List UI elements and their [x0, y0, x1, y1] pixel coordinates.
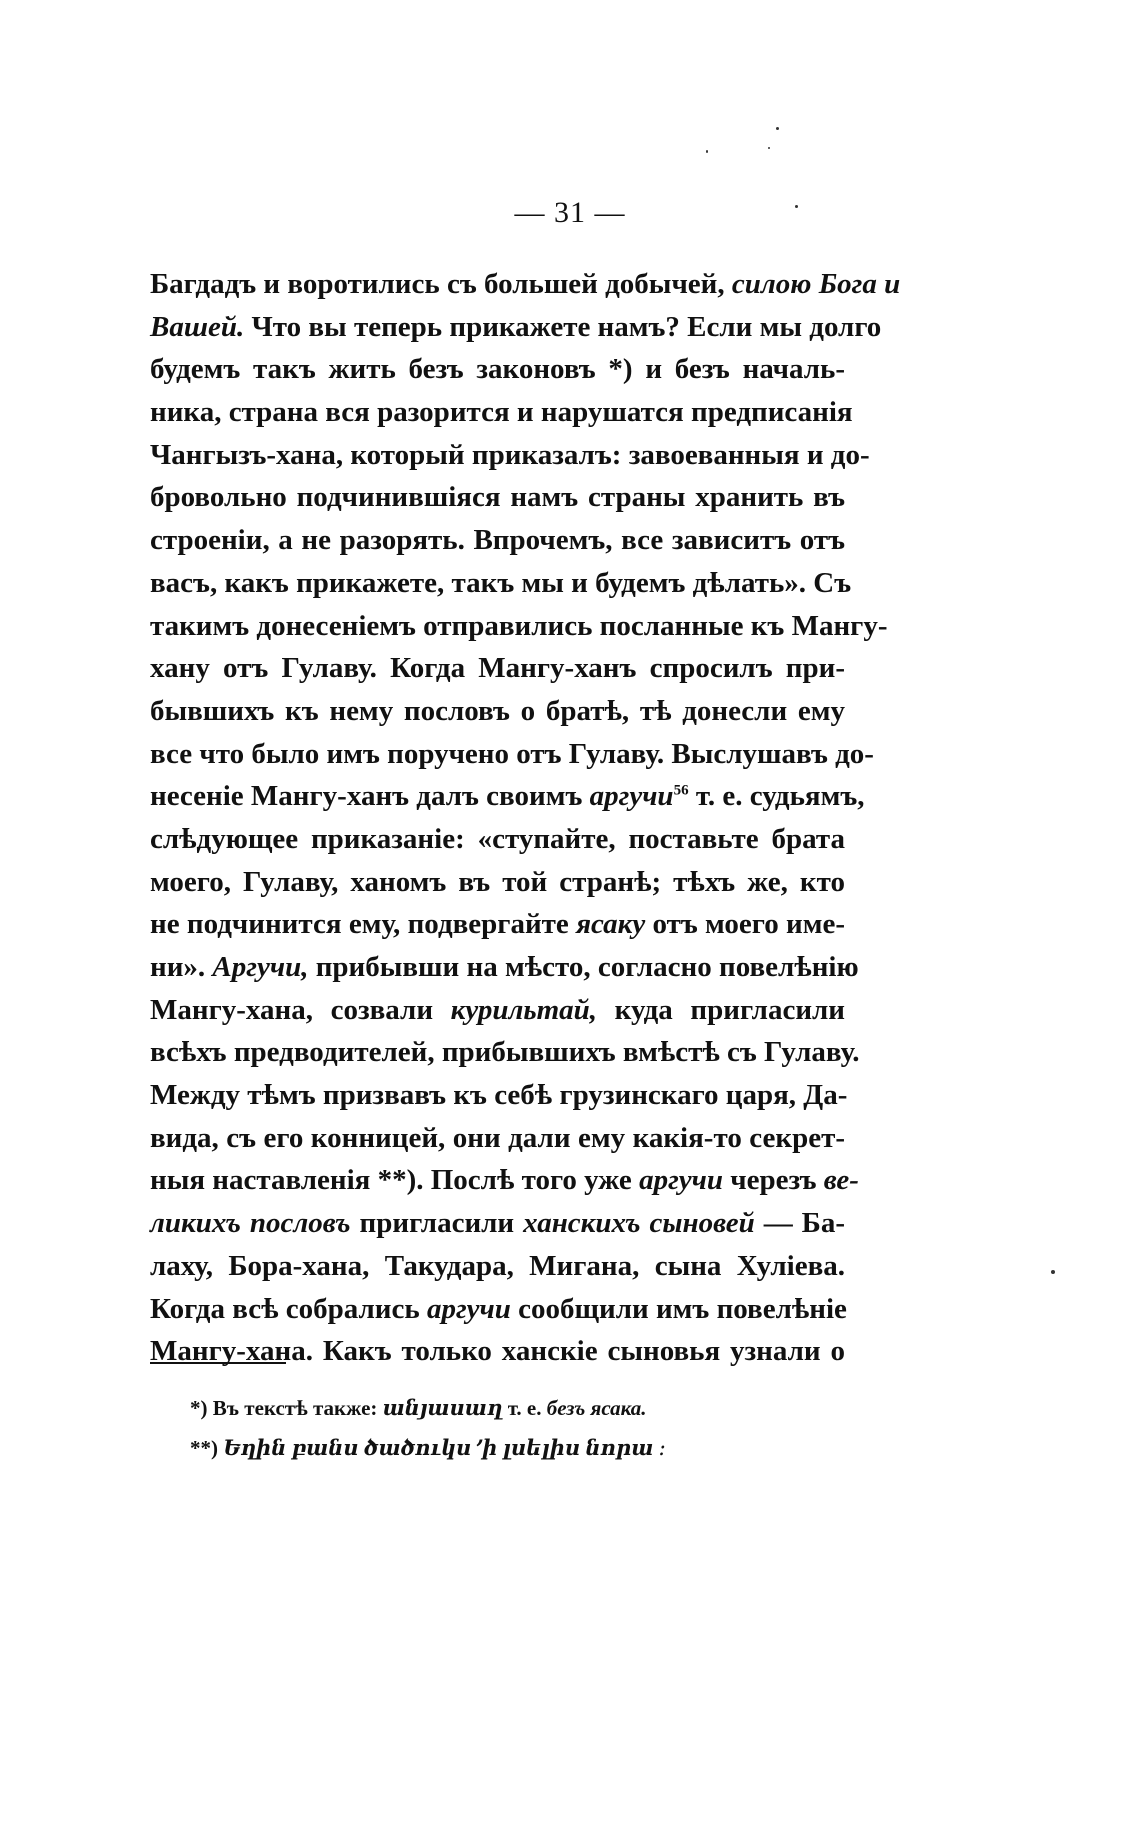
- text-line: [150, 1117, 845, 1160]
- italic-term: Вашей.: [150, 310, 245, 343]
- text-run: бровольно подчинившіяся намъ страны хранить въ: [150, 481, 845, 514]
- note-reference: 56: [673, 782, 689, 799]
- text-run: лаху, Бора-хана, Такудара, Мигана, сына Хуліева.: [150, 1249, 845, 1282]
- text-line: [150, 1245, 845, 1288]
- text-run: Когда всѣ собрались: [150, 1292, 427, 1325]
- print-speck: [776, 127, 779, 130]
- text-run: отъ моего име-: [645, 908, 845, 941]
- text-run: ника, страна вся разорится и нарушатся предписанія: [150, 396, 853, 429]
- text-run: моего, Гулаву, ханомъ въ той странѣ; тѣхъ же, кто: [150, 865, 845, 898]
- italic-term: ясаку: [576, 908, 646, 941]
- armenian-quote: անյասաղ: [382, 1396, 503, 1420]
- text-line: [150, 1330, 845, 1373]
- text-run: всѣхъ предводителей, прибывшихъ вмѣстѣ съ Гулаву.: [150, 1036, 860, 1069]
- text-run: Мангу-хана, созвали: [150, 993, 451, 1026]
- text-run: т. е. судьямъ,: [688, 780, 865, 813]
- text-run: Что вы теперь прикажете намъ? Если мы долго: [244, 310, 882, 343]
- text-line: [150, 690, 845, 733]
- text-run: Багдадъ и воротились съ большей добычей,: [150, 268, 732, 300]
- text-run: такимъ донесеніемъ отправились посланные къ Мангу-: [150, 609, 888, 642]
- text-run: Между тѣмъ призвавъ къ себѣ грузинскаго царя, Да-: [150, 1079, 848, 1112]
- text-run: прибывши на мѣсто, согласно повелѣнію: [308, 951, 859, 983]
- print-speck: [768, 147, 770, 149]
- text-run: несеніе Мангу-ханъ далъ своимъ: [150, 780, 590, 813]
- footnote-text: т. е.: [502, 1396, 547, 1420]
- text-line: [150, 263, 901, 306]
- text-run: не подчинится ему, подвергайте: [150, 908, 577, 941]
- text-line: [150, 562, 852, 605]
- page-number: — 31 —: [514, 196, 626, 229]
- text-line: [150, 348, 845, 391]
- footnote-marker: **): [190, 1436, 218, 1460]
- text-line: [150, 476, 845, 519]
- text-line: [150, 1202, 845, 1245]
- print-speck: [706, 150, 708, 153]
- italic-term: силою Бога и: [731, 268, 901, 300]
- text-run: Чангызъ-хана, который приказалъ: завоеванныя и до-: [150, 438, 870, 471]
- text-line: [150, 1031, 860, 1074]
- footnote: [190, 1428, 790, 1468]
- text-line: [150, 434, 870, 477]
- text-line: [150, 306, 882, 349]
- text-line: [150, 519, 845, 562]
- text-run: бывшихъ къ нему пословъ о братѣ, тѣ донесли ему: [150, 694, 845, 727]
- italic-term: ликихъ пословъ: [150, 1207, 351, 1240]
- text-run: все что было имъ поручено отъ Гулаву. Выслушавъ до-: [150, 737, 874, 770]
- text-line: [150, 1159, 859, 1202]
- footnote-italic: безъ ясака.: [546, 1396, 647, 1420]
- text-run: — Ба-: [754, 1207, 845, 1240]
- italic-term: ве-: [823, 1164, 859, 1197]
- italic-term: аргучи: [426, 1292, 511, 1325]
- text-line: [150, 647, 845, 690]
- footnote-marker: *): [190, 1396, 208, 1420]
- text-run: хану отъ Гулаву. Когда Мангу-ханъ спросилъ при-: [150, 652, 845, 685]
- armenian-quote: Եղին բանս ծածուկս ՚ի լսելիս նորա ։: [223, 1436, 666, 1460]
- italic-term: аргучи: [589, 780, 674, 813]
- text-line: [150, 391, 853, 434]
- text-line: [150, 1288, 845, 1331]
- italic-term: Аргучи,: [212, 951, 309, 983]
- text-run: сообщили имъ повелѣніе: [510, 1292, 847, 1325]
- text-line: [150, 1074, 848, 1117]
- print-speck: [1051, 1270, 1055, 1274]
- text-line: [150, 605, 888, 648]
- text-run: вида, съ его конницей, они дали ему какія-то секрет-: [150, 1121, 845, 1154]
- footnote: [190, 1388, 790, 1428]
- text-run: васъ, какъ прикажете, такъ мы и будемъ дѣлать». Съ: [150, 566, 852, 599]
- footnote-text: Въ текстѣ также:: [207, 1396, 383, 1420]
- italic-term: курильтай,: [450, 993, 598, 1026]
- text-line: [150, 775, 865, 818]
- text-run: Мангу-хана. Какъ только ханскіе сыновья узнали о: [150, 1335, 845, 1368]
- text-line: [150, 861, 845, 904]
- text-run: ни».: [150, 951, 213, 983]
- text-run: ныя наставленія **). Послѣ того уже: [150, 1164, 640, 1197]
- text-run: черезъ: [723, 1164, 824, 1197]
- text-run: слѣдующее приказаніе: «ступайте, поставьте брата: [150, 822, 845, 855]
- text-run: пригласили: [350, 1207, 524, 1240]
- footnotes: [190, 1388, 790, 1468]
- text-line: [150, 818, 845, 861]
- text-run: куда пригласили: [597, 993, 846, 1026]
- text-line: [150, 989, 845, 1032]
- text-run: строеніи, а не разорять. Впрочемъ, все зависитъ отъ: [150, 524, 845, 557]
- italic-term: ханскихъ сыновей: [523, 1207, 755, 1240]
- text-line: [150, 946, 859, 989]
- italic-term: аргучи: [639, 1164, 723, 1197]
- text-line: [150, 903, 845, 946]
- text-run: будемъ такъ жить безъ законовъ *) и безъ началь-: [150, 353, 845, 386]
- footnote-separator: [150, 1362, 286, 1364]
- text-line: [150, 733, 874, 776]
- body-text: [150, 263, 901, 1373]
